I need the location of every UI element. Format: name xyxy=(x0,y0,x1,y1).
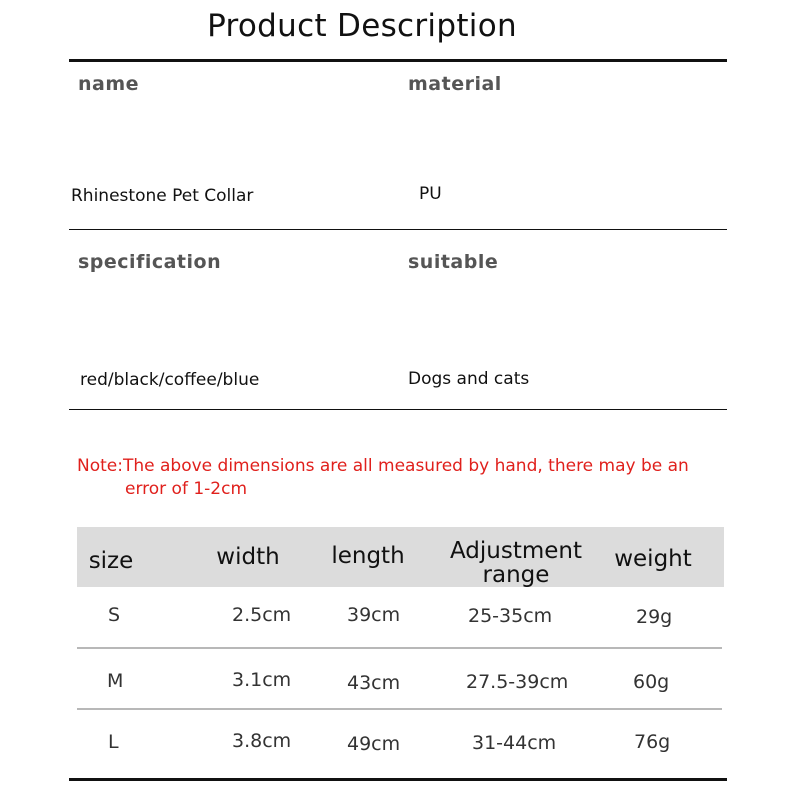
material-label: material xyxy=(408,73,502,95)
page-title: Product Description xyxy=(207,8,517,44)
row-l-width: 3.8cm xyxy=(232,730,292,752)
middle-divider xyxy=(69,229,727,230)
row-l-adjustment: 31-44cm xyxy=(472,732,557,754)
row-s-weight: 29g xyxy=(636,606,673,628)
suitable-value: Dogs and cats xyxy=(408,369,530,389)
row-m-weight: 60g xyxy=(633,671,670,693)
row-divider-1 xyxy=(77,647,722,649)
row-m-size: M xyxy=(107,670,124,692)
row-m-adjustment: 27.5-39cm xyxy=(466,671,569,693)
header-adjustment-line-1: Adjustment xyxy=(449,538,583,564)
measurement-note xyxy=(77,455,717,501)
row-l-size: L xyxy=(108,731,119,753)
row-l-length: 49cm xyxy=(347,733,401,755)
name-label: name xyxy=(78,73,140,95)
row-s-length: 39cm xyxy=(347,604,401,626)
row-m-width: 3.1cm xyxy=(232,669,292,691)
row-s-size: S xyxy=(108,604,121,626)
header-size: size xyxy=(88,548,134,574)
name-value: Rhinestone Pet Collar xyxy=(71,186,254,206)
row-s-width: 2.5cm xyxy=(232,604,292,626)
specification-label: specification xyxy=(78,251,222,273)
row-divider-2 xyxy=(77,708,722,710)
suitable-label: suitable xyxy=(408,251,499,273)
row-m-length: 43cm xyxy=(347,672,401,694)
table-bottom-divider xyxy=(69,778,727,781)
info-bottom-divider xyxy=(69,409,727,410)
note-line-1: Note:The above dimensions are all measured by hand, there may be an xyxy=(77,456,689,476)
material-value: PU xyxy=(419,184,442,204)
header-width: width xyxy=(216,544,280,570)
header-weight: weight xyxy=(614,546,692,572)
header-adjustment-line-2: range xyxy=(482,562,550,588)
row-l-weight: 76g xyxy=(634,731,671,753)
header-length: length xyxy=(331,543,405,569)
header-adjustment-range xyxy=(440,539,592,587)
note-line-2: error of 1-2cm xyxy=(125,479,248,499)
row-s-adjustment: 25-35cm xyxy=(468,605,553,627)
top-divider xyxy=(69,59,727,62)
specification-value: red/black/coffee/blue xyxy=(80,370,260,390)
